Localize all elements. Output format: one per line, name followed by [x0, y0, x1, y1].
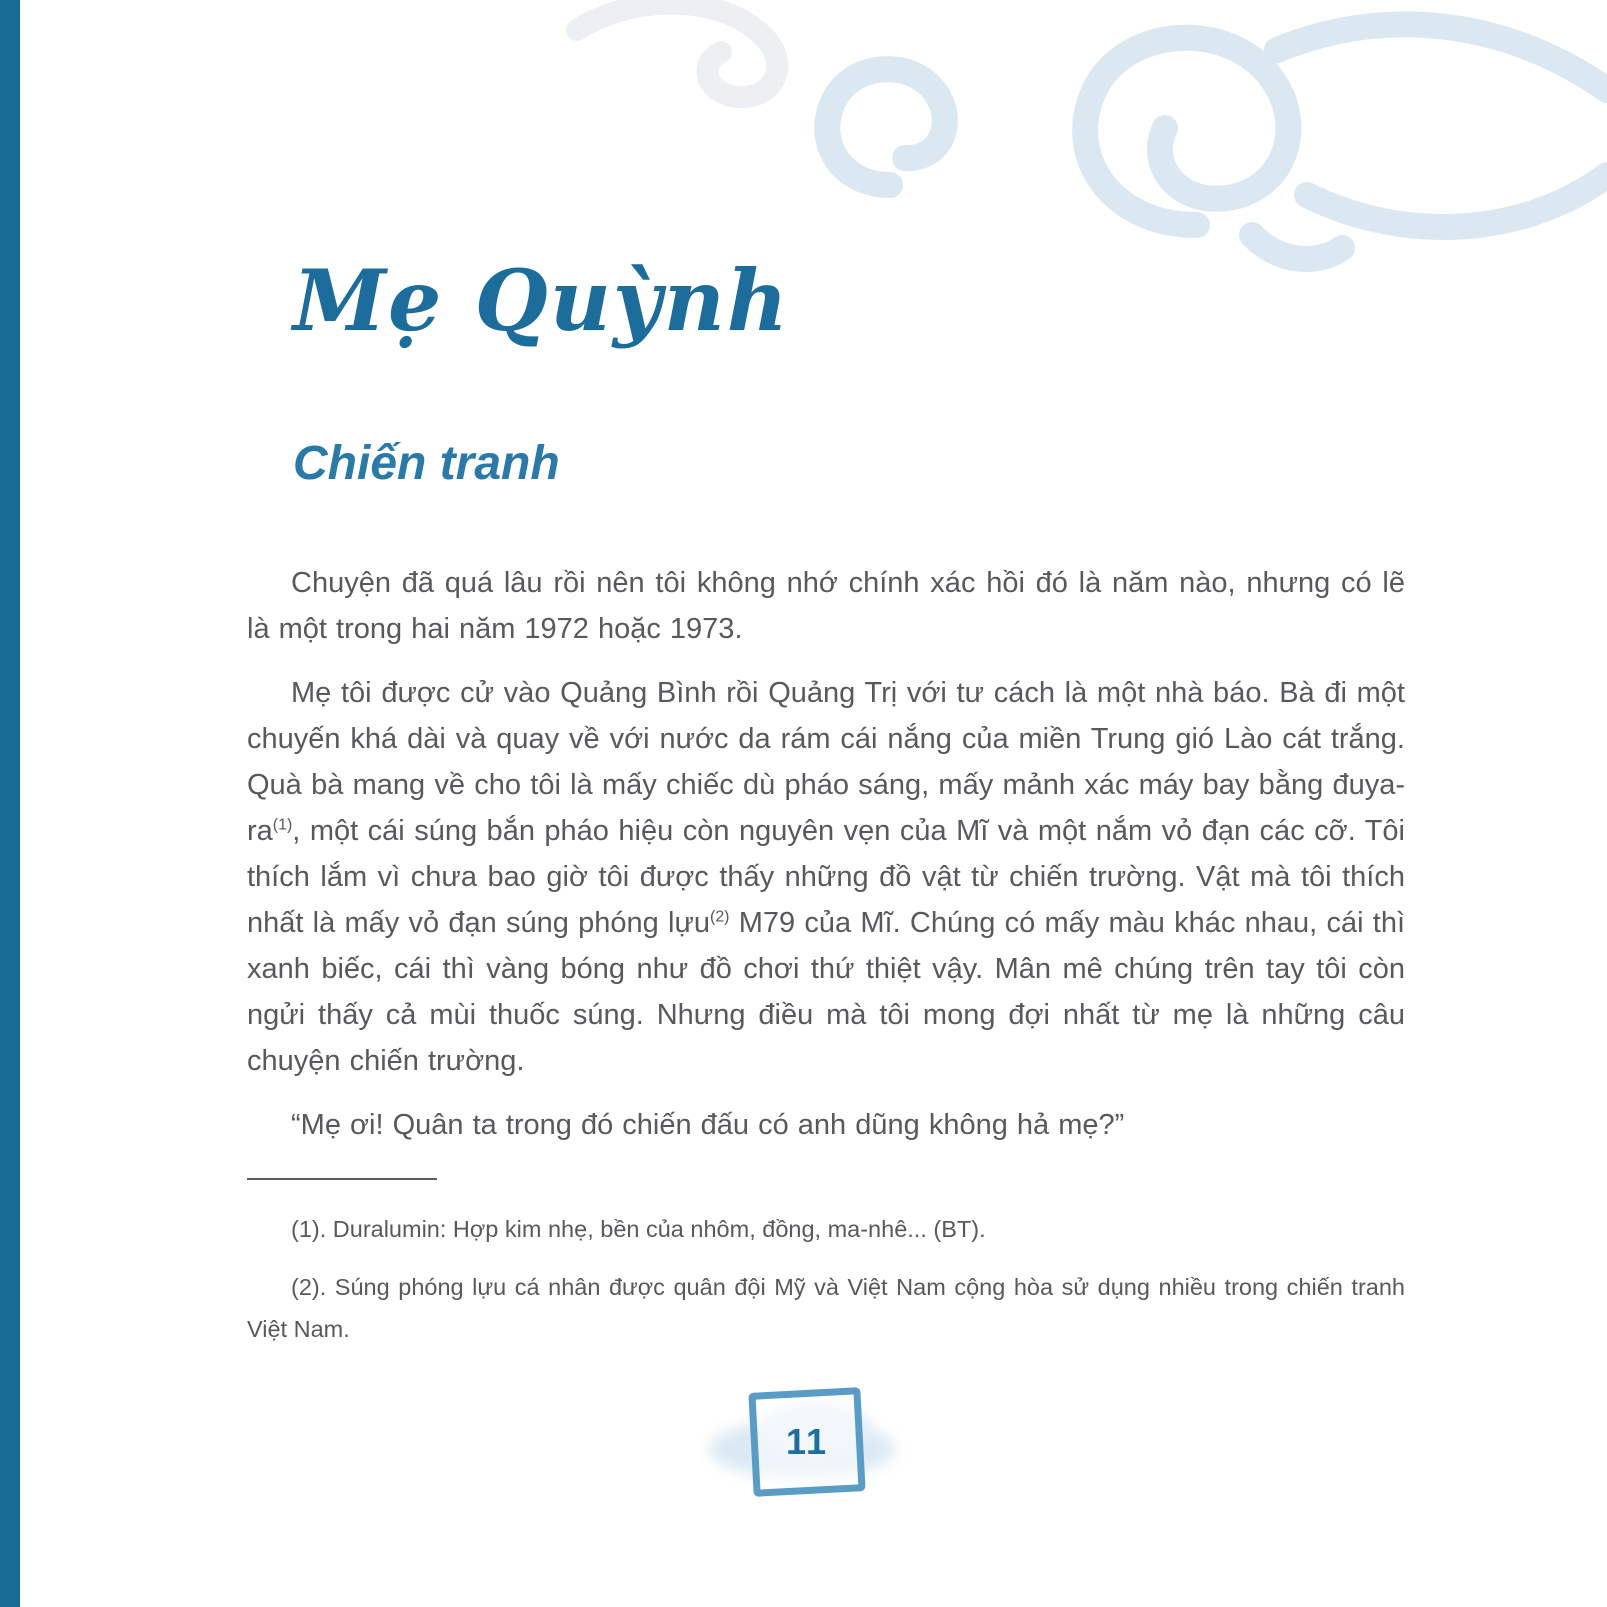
paragraph-2-text: , một cái súng bắn pháo hiệu còn nguyên vẹn của Mĩ và một nắm vỏ đạn các cỡ. Tôi thích lắm vì chưa bao giờ tôi được thấy những đồ vật từ chiến trường. Vật mà tôi thích nhất là mấy vỏ đạn súng phóng lựu	[247, 815, 1405, 939]
footnote-2: (2). Súng phóng lựu cá nhân được quân đội Mỹ và Việt Nam cộng hòa sử dụng nhiều trong chiến tranh Việt Nam.	[247, 1274, 1405, 1342]
page-number: 11	[785, 1421, 828, 1462]
page-number-frame	[748, 1387, 865, 1497]
left-accent-bar	[0, 0, 20, 1607]
paragraph-2-text: M79 của Mĩ. Chúng có mấy màu khác nhau, cái thì xanh biếc, cái thì vàng bóng như đồ chơi thứ thiệt vậy. Mân mê chúng trên tay tôi còn ngửi thấy cả mùi thuốc súng. Nhưng điều mà tôi mong đợi nhất từ mẹ là những câu chuyện chiến trường.	[247, 907, 1406, 1077]
paragraph-quote: “Mẹ ơi! Quân ta trong đó chiến đấu có anh dũng không hả mẹ?”	[291, 1109, 1125, 1141]
paragraph-2	[247, 670, 1405, 1084]
footnote-divider	[247, 1178, 437, 1180]
paragraph-1: Chuyện đã quá lâu rồi nên tôi không nhớ chính xác hồi đó là năm nào, nhưng có lẽ là một trong hai năm 1972 hoặc 1973.	[247, 567, 1405, 645]
page-title: Mẹ Quỳnh	[293, 251, 790, 350]
footnote-1: (1). Duralumin: Hợp kim nhẹ, bền của nhôm, đồng, ma-nhê... (BT).	[291, 1216, 986, 1242]
page-number-footer	[709, 1384, 899, 1514]
chapter-heading: Chiến tranh	[293, 437, 560, 490]
footnote-ref-1: (1)	[272, 816, 293, 834]
paragraph-2-text: Mẹ tôi được cử vào Quảng Bình rồi Quảng Trị với tư cách là một nhà báo. Bà đi một chuyến khá dài và quay về với nước da rám cái nắng của miền Trung gió Lào cát trắng. Quà bà mang về cho tôi là mấy chiếc dù pháo sáng, mấy mảnh xác máy bay bằng đuya-ra	[247, 677, 1405, 847]
footnotes-section	[247, 1208, 1405, 1350]
footnote-ref-2: (2)	[710, 908, 730, 926]
body-text-block	[247, 560, 1405, 1366]
